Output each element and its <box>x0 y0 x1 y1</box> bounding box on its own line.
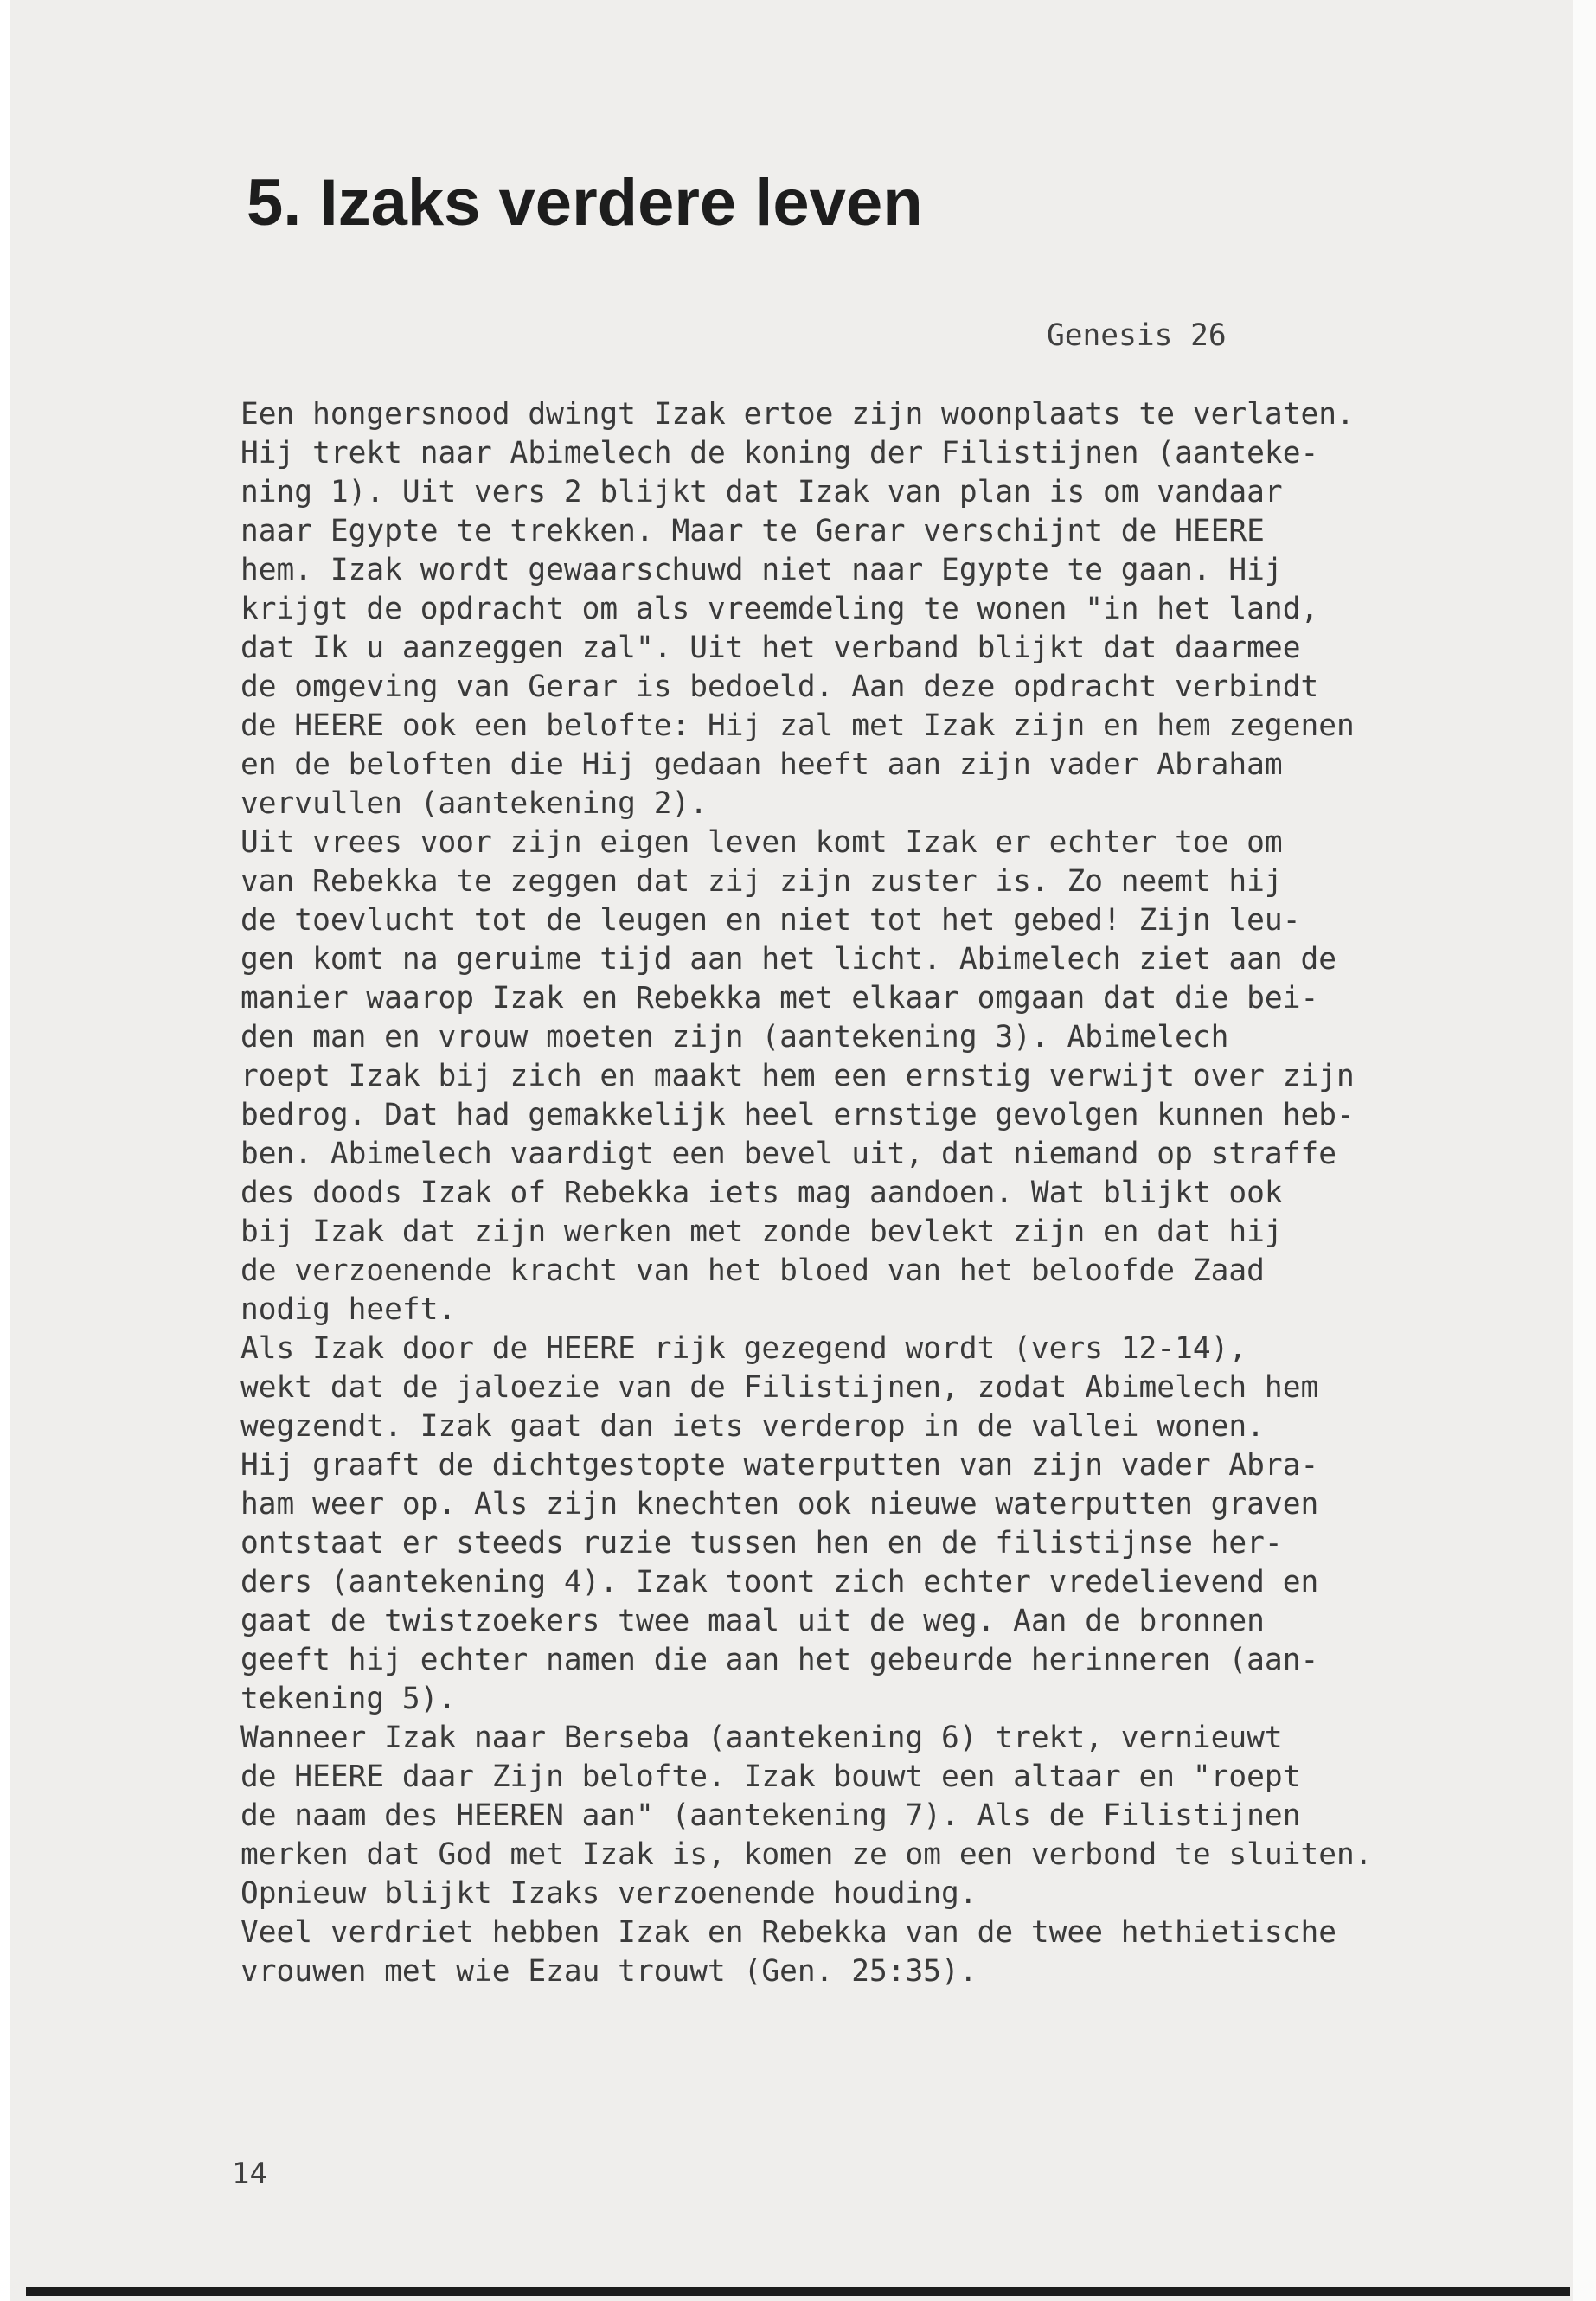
chapter-body <box>240 395 1486 1991</box>
body-line: gaat de twistzoekers twee maal uit de weg. Aan de bronnen <box>240 1604 1265 1638</box>
body-line: manier waarop Izak en Rebekka met elkaar omgaan dat die bei- <box>240 981 1319 1016</box>
body-line: Veel verdriet hebben Izak en Rebekka van de twee hethietische <box>240 1915 1337 1950</box>
body-line: de HEERE ook een belofte: Hij zal met Izak zijn en hem zegenen <box>240 708 1355 743</box>
body-line: wegzendt. Izak gaat dan iets verderop in de vallei wonen. <box>240 1409 1265 1444</box>
body-line: vrouwen met wie Ezau trouwt (Gen. 25:35). <box>240 1954 977 1989</box>
page-edge <box>1573 0 1596 2301</box>
body-line: geeft hij echter namen die aan het gebeurde herinneren (aan- <box>240 1643 1319 1677</box>
page-number: 14 <box>232 2157 267 2191</box>
body-line: Hij trekt naar Abimelech de koning der Filistijnen (aanteke- <box>240 436 1319 471</box>
body-line: gen komt na geruime tijd aan het licht. Abimelech ziet aan de <box>240 942 1337 977</box>
body-line: Uit vrees voor zijn eigen leven komt Izak er echter toe om <box>240 825 1283 860</box>
body-line: de naam des HEEREN aan" (aantekening 7). Als de Filistijnen <box>240 1798 1301 1833</box>
body-line: nodig heeft. <box>240 1292 457 1327</box>
body-line: krijgt de opdracht om als vreemdeling te wonen "in het land, <box>240 592 1319 626</box>
body-line: de toevlucht tot de leugen en niet tot het gebed! Zijn leu- <box>240 903 1301 938</box>
body-line: Als Izak door de HEERE rijk gezegend wordt (vers 12-14), <box>240 1331 1247 1366</box>
body-line: ben. Abimelech vaardigt een bevel uit, dat niemand op straffe <box>240 1137 1337 1171</box>
body-line: tekening 5). <box>240 1682 457 1716</box>
body-line: dat Ik u aanzeggen zal". Uit het verband blijkt dat daarmee <box>240 631 1301 665</box>
body-line: ontstaat er steeds ruzie tussen hen en de filistijnse her- <box>240 1526 1283 1561</box>
body-line: Hij graaft de dichtgestopte waterputten van zijn vader Abra- <box>240 1448 1319 1483</box>
body-line: bedrog. Dat had gemakkelijk heel ernstige gevolgen kunnen heb- <box>240 1098 1355 1132</box>
chapter-title: 5. Izaks verdere leven <box>247 166 923 240</box>
body-line: wekt dat de jaloezie van de Filistijnen, zodat Abimelech hem <box>240 1370 1319 1405</box>
body-line: van Rebekka te zeggen dat zij zijn zuster is. Zo neemt hij <box>240 864 1283 899</box>
scripture-reference: Genesis 26 <box>1047 318 1227 353</box>
body-line: naar Egypte te trekken. Maar te Gerar verschijnt de HEERE <box>240 514 1265 548</box>
body-line: Wanneer Izak naar Berseba (aantekening 6) trekt, vernieuwt <box>240 1721 1283 1755</box>
body-line: hem. Izak wordt gewaarschuwd niet naar Egypte te gaan. Hij <box>240 553 1283 587</box>
body-line: Opnieuw blijkt Izaks verzoenende houding. <box>240 1876 977 1911</box>
body-line: de omgeving van Gerar is bedoeld. Aan deze opdracht verbindt <box>240 670 1319 704</box>
body-line: vervullen (aantekening 2). <box>240 786 708 821</box>
body-line: des doods Izak of Rebekka iets mag aandoen. Wat blijkt ook <box>240 1176 1283 1210</box>
body-line: bij Izak dat zijn werken met zonde bevlekt zijn en dat hij <box>240 1215 1283 1249</box>
body-line: en de beloften die Hij gedaan heeft aan zijn vader Abraham <box>240 747 1283 782</box>
body-line: de HEERE daar Zijn belofte. Izak bouwt een altaar en "roept <box>240 1759 1301 1794</box>
body-line: Een hongersnood dwingt Izak ertoe zijn woonplaats te verlaten. <box>240 397 1355 432</box>
body-line: roept Izak bij zich en maakt hem een ernstig verwijt over zijn <box>240 1059 1355 1093</box>
body-line: den man en vrouw moeten zijn (aantekening 3). Abimelech <box>240 1020 1229 1054</box>
body-line: ning 1). Uit vers 2 blijkt dat Izak van plan is om vandaar <box>240 475 1283 510</box>
body-line: merken dat God met Izak is, komen ze om een verbond te sluiten. <box>240 1837 1373 1872</box>
body-line: ders (aantekening 4). Izak toont zich echter vredelievend en <box>240 1565 1319 1599</box>
body-line: de verzoenende kracht van het bloed van het beloofde Zaad <box>240 1253 1265 1288</box>
body-line: ham weer op. Als zijn knechten ook nieuwe waterputten graven <box>240 1487 1319 1522</box>
scan-edge-strip <box>26 2287 1570 2296</box>
